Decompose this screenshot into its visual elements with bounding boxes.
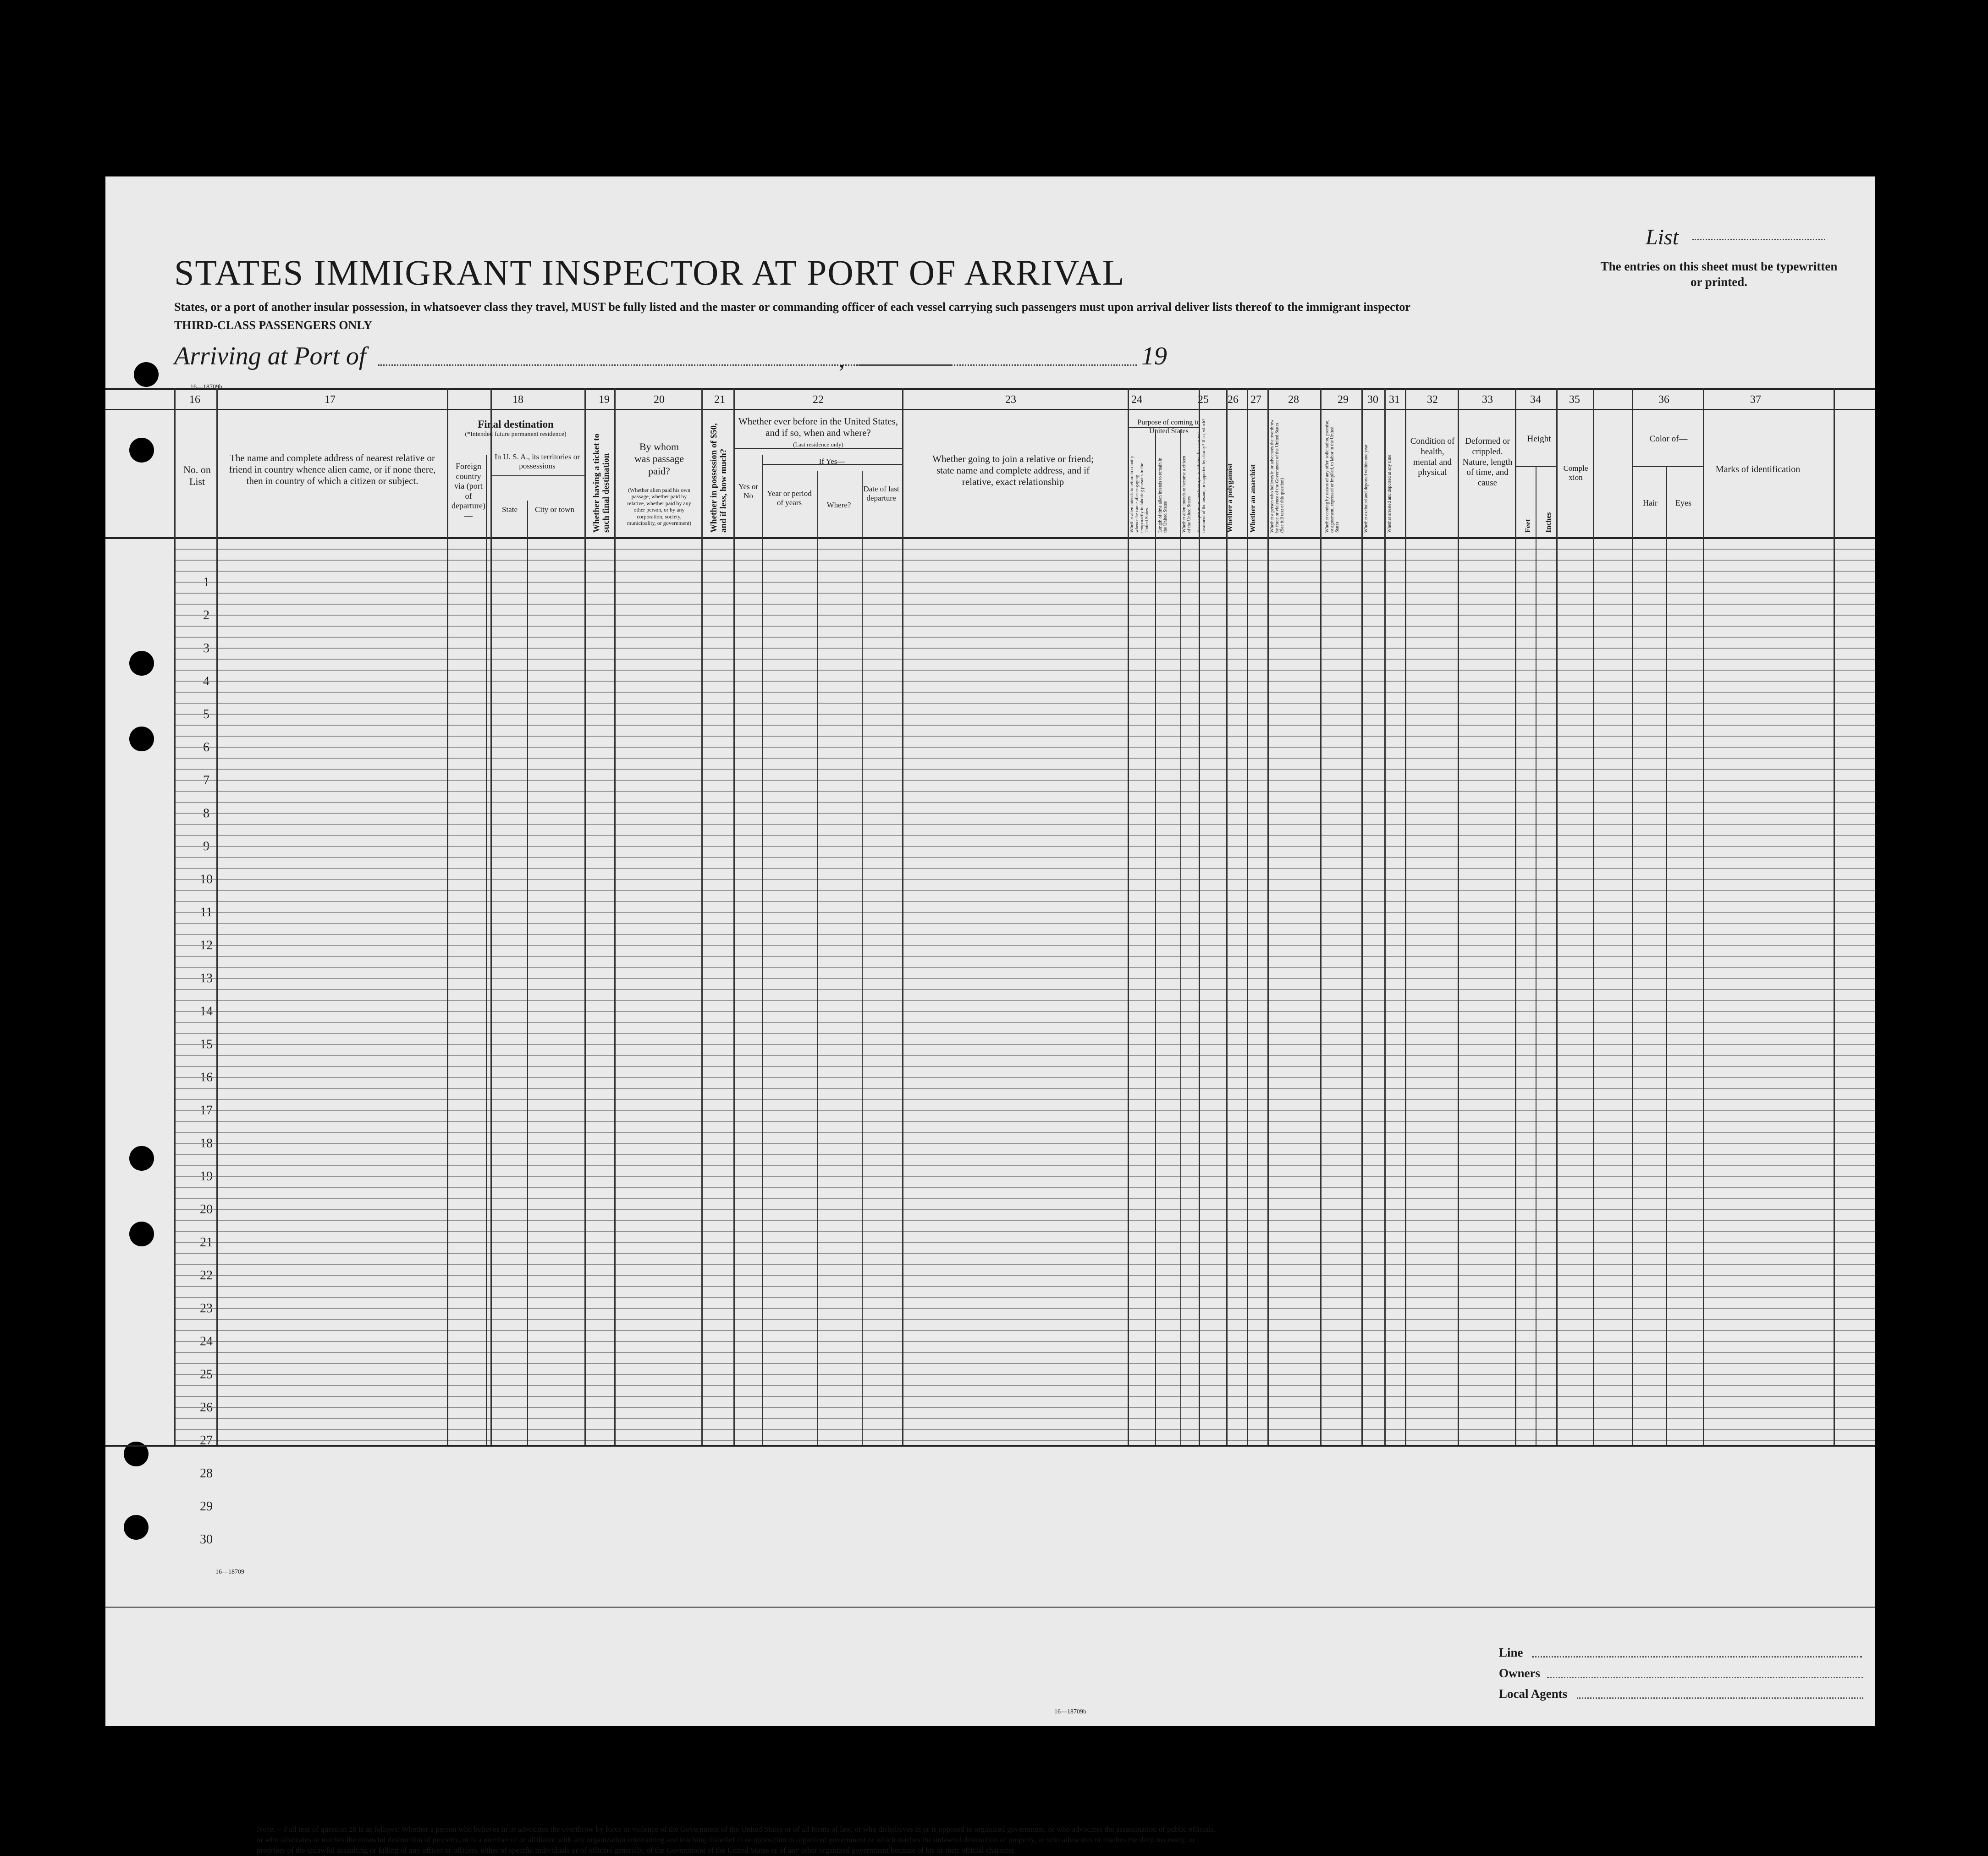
- col-subheader-ever-before: (Last residence only): [793, 441, 843, 448]
- ruled-line: [174, 945, 1875, 946]
- col-header-eyes: Eyes: [1675, 498, 1691, 507]
- subheader-line: [762, 464, 902, 465]
- column-line: [762, 455, 763, 1445]
- row-number: 19: [200, 1169, 213, 1184]
- ruled-line: [174, 956, 1875, 957]
- row-number: 21: [200, 1235, 213, 1250]
- date-field[interactable]: [857, 364, 1137, 366]
- ruled-line: [174, 1176, 1875, 1177]
- ruled-line: [174, 1352, 1875, 1353]
- ruled-line: [174, 1044, 1875, 1045]
- manifest-table: [105, 384, 1875, 1575]
- ruled-line: [174, 637, 1875, 638]
- comma: ,: [839, 347, 845, 372]
- row-number: 7: [203, 773, 209, 788]
- subheader-line: [1128, 427, 1199, 428]
- col-header-excluded: Whether excluded and deported within one year: [1364, 444, 1369, 533]
- punch-hole: [124, 1515, 149, 1540]
- col-header-foreign-country: Foreign country via (port of departure)—: [452, 462, 485, 520]
- column-line: [1556, 388, 1558, 1445]
- row-number: 2: [203, 608, 209, 622]
- col-header-relative-address: The name and complete address of nearest relative or friend in country whence alien came, or if none there, then in country of which a citizen or subject.: [229, 452, 436, 487]
- row-number: 12: [200, 938, 213, 953]
- ruled-line: [174, 1396, 1875, 1397]
- col-num-18: 18: [512, 394, 523, 406]
- ruled-line: [174, 758, 1875, 759]
- col-header-list-no: No. on List: [183, 464, 211, 488]
- ruled-line: [174, 659, 1875, 660]
- subheader-line: [1515, 466, 1556, 467]
- col-header-inches: Inches: [1545, 512, 1553, 533]
- col-header-identification: Marks of identification: [1715, 464, 1801, 474]
- col-header-labor-offer: Whether coming by reason of any offer, solicitation, promise, or agreement, expressed or implied, to labor in the United States: [1325, 419, 1340, 533]
- col-header-state: State: [502, 505, 518, 514]
- ruled-line: [174, 1121, 1875, 1122]
- subheader-line: [490, 475, 584, 476]
- column-line: [1128, 388, 1129, 1445]
- ruled-line: [174, 1231, 1875, 1232]
- row-number: 1: [203, 575, 209, 589]
- ruled-line: [174, 901, 1875, 902]
- ruled-line: [174, 1000, 1875, 1001]
- ruled-line: [174, 1363, 1875, 1364]
- ruled-line: [174, 934, 1875, 935]
- ruled-line: [174, 1198, 1875, 1199]
- column-line: [490, 388, 492, 1445]
- ruled-line: [174, 615, 1875, 616]
- col-header-citizen-intent: Whether alien intends to become a citizen of the United States: [1182, 456, 1192, 533]
- row-number: 18: [200, 1136, 213, 1151]
- col-num-16: 16: [189, 394, 200, 406]
- col-num-20: 20: [654, 394, 665, 406]
- ruled-line: [174, 692, 1875, 693]
- ruled-line: [174, 1077, 1875, 1078]
- col-num-19: 19: [599, 394, 610, 406]
- col-subheader-final-destination: (*Intended future permanent residence): [465, 431, 567, 438]
- col-header-overthrow: Whether a person who believes in or advocates the overthrow by force or violence of the Government of the United States (See full text of this question): [1270, 419, 1285, 533]
- line-field[interactable]: [1532, 1656, 1862, 1658]
- col-header-prison: Ever in prison or almshouse, or institution for care and treatment of the insane, or supported by charity? If so, which?: [1196, 419, 1206, 533]
- ruled-line: [174, 1220, 1875, 1221]
- ruled-line: [174, 582, 1875, 583]
- row-number: 16: [200, 1070, 213, 1085]
- ruled-line: [174, 1154, 1875, 1155]
- table-bottom-border: [105, 1445, 1875, 1447]
- ruled-line: [174, 1407, 1875, 1408]
- row-number: 29: [200, 1499, 213, 1514]
- ruled-line: [174, 857, 1875, 858]
- ruled-line: [174, 1066, 1875, 1067]
- col-num-28: 28: [1288, 394, 1299, 406]
- col-num-30: 30: [1367, 394, 1378, 406]
- col-header-color: Color of—: [1649, 434, 1688, 444]
- column-line: [174, 388, 176, 1445]
- ruled-line: [174, 1297, 1875, 1298]
- ruled-line: [174, 780, 1875, 781]
- col-header-hair: Hair: [1643, 498, 1658, 507]
- ruled-line: [174, 989, 1875, 990]
- ruled-line: [174, 1308, 1875, 1309]
- ruled-line: [174, 1242, 1875, 1243]
- column-line: [1666, 466, 1667, 1445]
- col-num-26: 26: [1228, 394, 1239, 406]
- column-line: [447, 388, 448, 1445]
- row-number: 9: [203, 839, 209, 854]
- row-number: 23: [200, 1301, 213, 1316]
- col-header-ever-before: Whether ever before in the United States, and if so, when and where?: [738, 416, 898, 439]
- ruled-line: [174, 1033, 1875, 1034]
- col-header-in-usa: In U. S. A., its territories or possessions: [494, 452, 580, 471]
- row-number: 26: [200, 1400, 213, 1415]
- col-header-yes-no: Yes or No: [738, 482, 759, 501]
- row-number: 28: [200, 1466, 213, 1481]
- ruled-line: [174, 549, 1875, 550]
- column-line: [1180, 430, 1181, 1445]
- ruled-line: [174, 604, 1875, 605]
- column-line: [216, 388, 218, 1445]
- ruled-line: [174, 978, 1875, 979]
- header-bottom-border: [105, 537, 1875, 539]
- row-number: 24: [200, 1334, 213, 1349]
- col-header-where: Where?: [826, 501, 851, 509]
- column-line: [1226, 388, 1228, 1445]
- col-header-passage-paid: By whom was passage paid?: [634, 441, 684, 477]
- row-number: 22: [200, 1268, 213, 1283]
- row-number: 27: [200, 1433, 213, 1448]
- col-header-last-departure: Date of last departure: [863, 485, 899, 503]
- column-line: [1199, 388, 1200, 1445]
- col-header-deformed: Deformed or crippled. Nature, length of time, and cause: [1462, 436, 1513, 488]
- ruled-line: [174, 868, 1875, 869]
- row-number: 6: [203, 740, 209, 755]
- column-line: [1632, 388, 1633, 1445]
- ruled-line: [174, 1374, 1875, 1375]
- col-num-34: 34: [1530, 394, 1541, 406]
- row-number: 11: [200, 905, 213, 920]
- row-number: 25: [200, 1367, 213, 1382]
- ruled-line: [174, 1132, 1875, 1133]
- col-num-24: 24: [1131, 394, 1142, 406]
- row-number: 17: [200, 1103, 213, 1118]
- ruled-line: [174, 824, 1875, 825]
- ruled-line: [174, 912, 1875, 913]
- form-sheet: [105, 176, 1875, 1855]
- row-number: 14: [200, 1004, 213, 1019]
- page-title: STATES IMMIGRANT INSPECTOR AT PORT OF ARRIVAL: [174, 253, 1125, 292]
- ruled-line: [174, 1165, 1875, 1166]
- col-header-if-yes: If Yes—: [819, 457, 845, 466]
- ruled-line: [174, 1110, 1875, 1111]
- ruled-line: [174, 1385, 1875, 1386]
- column-line: [1593, 388, 1594, 1445]
- owners-field[interactable]: [1547, 1677, 1863, 1678]
- ruled-line: [174, 1286, 1875, 1287]
- col-header-health: Condition of health, mental and physical: [1410, 436, 1455, 478]
- col-header-arrested: Whether arrested and deported at any time: [1387, 455, 1392, 533]
- ruled-line: [174, 1187, 1875, 1188]
- ruled-line: [174, 846, 1875, 847]
- ruled-line: [174, 1275, 1875, 1276]
- ruled-line: [174, 1022, 1875, 1023]
- row-number: 13: [200, 971, 213, 986]
- ruled-line: [174, 791, 1875, 792]
- col-header-length-of-stay: Length of time alien intends to remain in the United States: [1158, 457, 1168, 533]
- footnote-question-28: [257, 1824, 1219, 1856]
- column-line: [733, 388, 735, 1445]
- ruled-line: [174, 1099, 1875, 1100]
- ruled-line: [174, 1330, 1875, 1331]
- column-line: [1155, 430, 1156, 1445]
- row-number: 4: [203, 674, 209, 688]
- row-number: 20: [200, 1202, 213, 1217]
- column-line: [1834, 388, 1835, 1445]
- ruled-line: [174, 923, 1875, 924]
- ruled-line: [174, 1440, 1875, 1441]
- column-line: [527, 501, 528, 1445]
- column-line: [1361, 388, 1363, 1445]
- column-line: [862, 471, 863, 1445]
- col-header-feet: Feet: [1524, 519, 1532, 533]
- col-subheader-passage-paid: (Whether alien paid his own passage, whether paid by relative, whether paid by any other person, or by any corporation, society, municipality, or government): [627, 487, 692, 526]
- col-header-ticket: Whether having a ticket to such final destination: [592, 433, 611, 533]
- ruled-line: [174, 967, 1875, 968]
- header-divider: [105, 409, 1875, 410]
- col-header-anarchist: Whether an anarchist: [1249, 464, 1257, 533]
- ruled-line: [174, 626, 1875, 627]
- col-header-complexion: Complexion: [1563, 464, 1588, 482]
- ruled-line: [174, 648, 1875, 649]
- col-num-36: 36: [1658, 394, 1669, 406]
- class-note: THIRD-CLASS PASSENGERS ONLY: [174, 319, 373, 332]
- ruled-line: [174, 1143, 1875, 1144]
- col-num-32: 32: [1427, 394, 1438, 406]
- column-line: [584, 388, 586, 1445]
- ruled-line: [174, 802, 1875, 803]
- subheader-line: [733, 448, 902, 449]
- ruled-line: [174, 703, 1875, 704]
- form-code-bottom: 16—18709: [215, 1569, 244, 1575]
- ruled-line: [174, 1253, 1875, 1254]
- form-code-footnote: 16—18709b: [1054, 1708, 1086, 1715]
- col-header-intends-return: Whether alien intends to return to country whence he came after engaging temporarily in laboring pursuits in the United States: [1129, 456, 1150, 533]
- col-num-31: 31: [1389, 394, 1400, 406]
- column-line: [1247, 388, 1248, 1445]
- arriving-label: Arriving at Port of: [174, 342, 366, 370]
- punch-hole: [134, 362, 159, 387]
- col-num-22: 22: [813, 394, 824, 406]
- column-line: [817, 471, 818, 1445]
- row-number: 30: [200, 1532, 213, 1547]
- ruled-line: [174, 571, 1875, 572]
- column-line: [902, 388, 903, 1445]
- ruled-line: [174, 1341, 1875, 1342]
- ruled-line: [174, 1264, 1875, 1265]
- line-label: Line: [1499, 1646, 1523, 1659]
- col-header-final-destination: Final destination: [478, 419, 554, 430]
- col-header-fifty-dollars: Whether in possession of $50, and if less, how much?: [709, 423, 728, 533]
- row-number: 3: [203, 641, 209, 655]
- ruled-line: [174, 1429, 1875, 1430]
- column-line: [1384, 388, 1386, 1445]
- ruled-line: [174, 813, 1875, 814]
- ruled-line: [174, 1088, 1875, 1089]
- ruled-line: [174, 879, 1875, 880]
- footer-divider: [105, 1607, 1875, 1608]
- column-line: [1267, 388, 1269, 1445]
- form-code-top: 16—18709b: [190, 384, 222, 391]
- column-line: [1320, 388, 1322, 1445]
- ruled-line: [174, 725, 1875, 726]
- column-line: [1703, 388, 1704, 1445]
- ruled-line: [174, 769, 1875, 770]
- instructions-text: States, or a port of another insular possession, in whatsoever class they travel, MUST be fully listed and the master or commanding officer of each vessel carrying such passengers must upon arrival deliver lists thereof to the immigrant inspector: [174, 300, 1410, 314]
- ruled-line: [174, 1418, 1875, 1419]
- table-top-border: [105, 388, 1875, 390]
- column-line: [486, 455, 487, 1445]
- entries-note: The entries on this sheet must be typewritten or printed.: [1600, 259, 1838, 289]
- list-number-field[interactable]: [1692, 239, 1825, 240]
- year-prefix: 19: [1141, 342, 1167, 370]
- note-lead: Note.: [257, 1825, 276, 1834]
- ruled-line: [174, 835, 1875, 836]
- ruled-line: [174, 890, 1875, 891]
- col-header-year-period: Year or period of years: [767, 489, 812, 507]
- col-num-29: 29: [1338, 394, 1349, 406]
- ruled-line: [174, 714, 1875, 715]
- ruled-line: [174, 736, 1875, 737]
- col-header-city: City or town: [535, 505, 574, 514]
- column-line: [1458, 388, 1459, 1445]
- column-line: [614, 388, 616, 1445]
- col-num-21: 21: [714, 394, 725, 406]
- ruled-line: [174, 747, 1875, 748]
- local-agents-label: Local Agents: [1499, 1687, 1568, 1701]
- subheader-line: [1632, 466, 1703, 467]
- local-agents-field[interactable]: [1577, 1697, 1863, 1699]
- ruled-line: [174, 681, 1875, 682]
- col-header-height: Height: [1527, 434, 1551, 444]
- ruled-line: [174, 1055, 1875, 1056]
- col-num-37: 37: [1750, 394, 1761, 406]
- row-number: 5: [203, 707, 209, 721]
- col-num-35: 35: [1569, 394, 1580, 406]
- column-line: [1405, 388, 1406, 1445]
- column-line: [701, 388, 703, 1445]
- col-num-17: 17: [325, 394, 336, 406]
- row-number: 15: [200, 1037, 213, 1052]
- row-number: 8: [203, 806, 209, 821]
- ruled-line: [174, 1319, 1875, 1320]
- note-text: —Full text of question 28 is as follows: Whether a person who believes in or advocates the overthrow by force or violence of the Government of the United States or of all forms of law, or who disbelieves in or is opposed to organized government, or who advocates the assassination of public officials, or who advocates or teaches the unlawful destruction of property, or is a member of or affiliated with any organization entertaining and teaching disbelief in or opposition to organized government or which teaches the unlawful destruction of property, or who advocates or teaches the duty, necessity, or propriety of the unlawful assaulting or killing of any officer or officers, either of specific individuals or of officers generally, of the Government of the United States or of any other organized government because of his or their official character.: [257, 1825, 1216, 1855]
- col-num-25: 25: [1198, 394, 1209, 406]
- col-header-join-relative: Whether going to join a relative or friend; state name and complete address, and if relative, exact relationship: [932, 453, 1094, 488]
- row-number: 10: [200, 872, 213, 887]
- ruled-line: [174, 1209, 1875, 1210]
- ruled-line: [174, 1011, 1875, 1012]
- col-header-polygamist: Whether a polygamist: [1226, 463, 1234, 533]
- ruled-line: [174, 670, 1875, 671]
- list-label: List: [1646, 225, 1679, 249]
- ruled-line: [174, 560, 1875, 561]
- col-num-23: 23: [1005, 394, 1016, 406]
- ruled-line: [174, 593, 1875, 594]
- col-num-27: 27: [1250, 394, 1261, 406]
- owners-label: Owners: [1499, 1666, 1540, 1680]
- column-line: [1515, 388, 1516, 1445]
- col-header-purpose: Purpose of coming to United States: [1137, 419, 1201, 435]
- col-num-33: 33: [1482, 394, 1493, 406]
